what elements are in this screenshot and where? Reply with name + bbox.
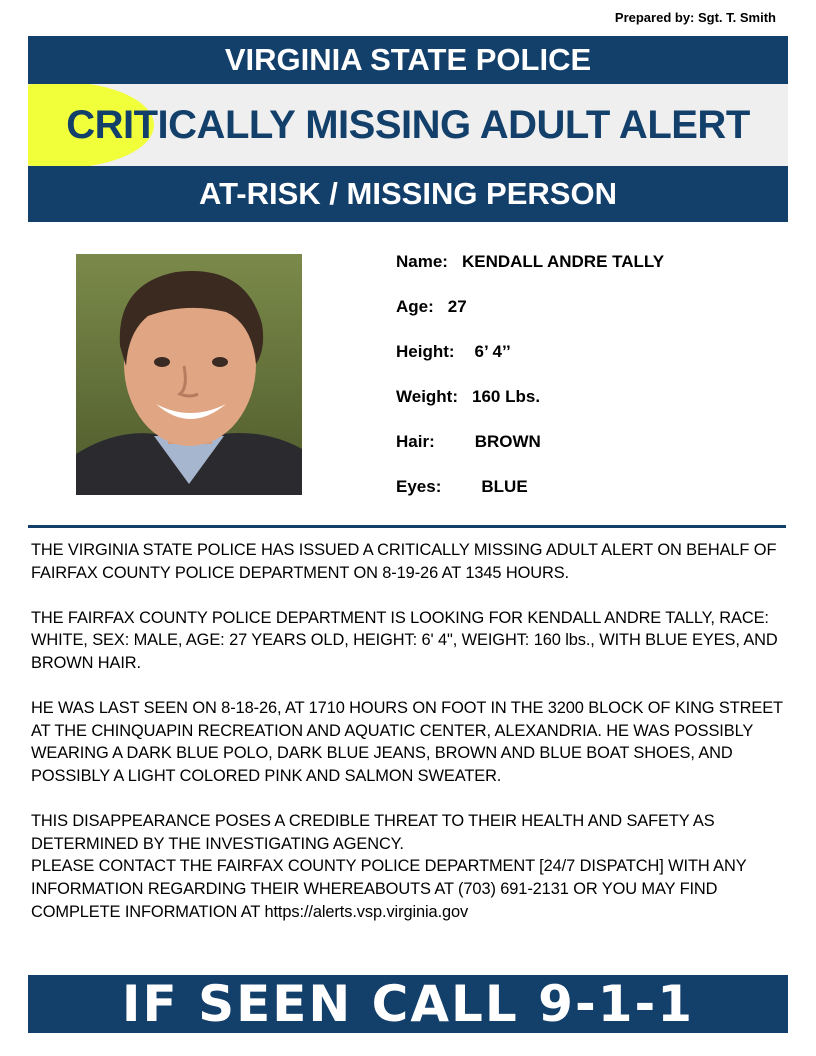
- contact-paragraph: PLEASE CONTACT THE FAIRFAX COUNTY POLICE DEPARTMENT [24/7 DISPATCH] WITH ANY INFORMATION REGARDING THEIR WHEREABOUTS AT (703) 691-2131 OR YOU MAY FIND COMPLETE INFORMATION AT https://alerts.vsp.virginia.gov: [31, 857, 747, 921]
- person-details: [396, 250, 776, 520]
- last-seen-paragraph: HE WAS LAST SEEN ON 8-18-26, AT 1710 HOURS ON FOOT IN THE 3200 BLOCK OF KING STREET AT THE CHINQUAPIN RECREATION AND AQUATIC CENTER, ALEXANDRIA. HE WAS POSSIBLY WEARING A DARK BLUE POLO, DARK BLUE JEANS, BROWN AND BLUE BOAT SHOES, AND POSSIBLY A LIGHT COLORED PINK AND SALMON SWEATER.: [31, 699, 783, 785]
- name-label: Name:: [396, 252, 448, 271]
- agency-banner: VIRGINIA STATE POLICE: [28, 36, 788, 84]
- detail-hair: [396, 430, 776, 475]
- eyes-value: BLUE: [481, 477, 528, 496]
- portrait-illustration: [76, 254, 302, 495]
- alert-title-banner: [28, 84, 788, 166]
- description-paragraph: THE FAIRFAX COUNTY POLICE DEPARTMENT IS LOOKING FOR KENDALL ANDRE TALLY, RACE: WHITE, SEX: MALE, AGE: 27 YEARS OLD, HEIGHT: 6' 4", WEIGHT: 160 lbs., WITH BLUE EYES, AND BROWN HAIR.: [31, 608, 778, 672]
- detail-height: [396, 340, 776, 385]
- weight-value: 160 Lbs.: [472, 387, 541, 406]
- alert-issued-paragraph: THE VIRGINIA STATE POLICE HAS ISSUED A CRITICALLY MISSING ADULT ALERT ON BEHALF OF FAIRFAX COUNTY POLICE DEPARTMENT ON 8-19-26 AT 1345 HOURS.: [31, 541, 777, 582]
- weight-label: Weight:: [396, 387, 459, 406]
- alert-type-banner: AT-RISK / MISSING PERSON: [28, 166, 788, 222]
- height-label: Height:: [396, 342, 455, 361]
- prepared-by: Prepared by: Sgt. T. Smith: [614, 10, 776, 25]
- detail-weight: [396, 385, 776, 430]
- name-value: KENDALL ANDRE TALLY: [461, 252, 665, 271]
- age-value: 27: [447, 297, 467, 316]
- age-label: Age:: [396, 297, 434, 316]
- alert-title: CRITICALLY MISSING ADULT ALERT: [66, 103, 750, 147]
- detail-eyes: [396, 475, 776, 520]
- missing-person-photo: [76, 254, 302, 495]
- threat-paragraph: THIS DISAPPEARANCE POSES A CREDIBLE THREAT TO THEIR HEALTH AND SAFETY AS DETERMINED BY THE INVESTIGATING AGENCY.: [31, 812, 715, 853]
- height-value: 6’ 4’’: [474, 342, 511, 361]
- hair-label: Hair:: [396, 432, 435, 451]
- alert-body: [31, 539, 791, 923]
- call-911-banner: IF SEEN CALL 9-1-1: [28, 975, 788, 1033]
- detail-age: [396, 295, 776, 340]
- section-divider: [28, 525, 786, 528]
- eyes-label: Eyes:: [396, 477, 442, 496]
- hair-value: BROWN: [474, 432, 541, 451]
- detail-name: [396, 250, 776, 295]
